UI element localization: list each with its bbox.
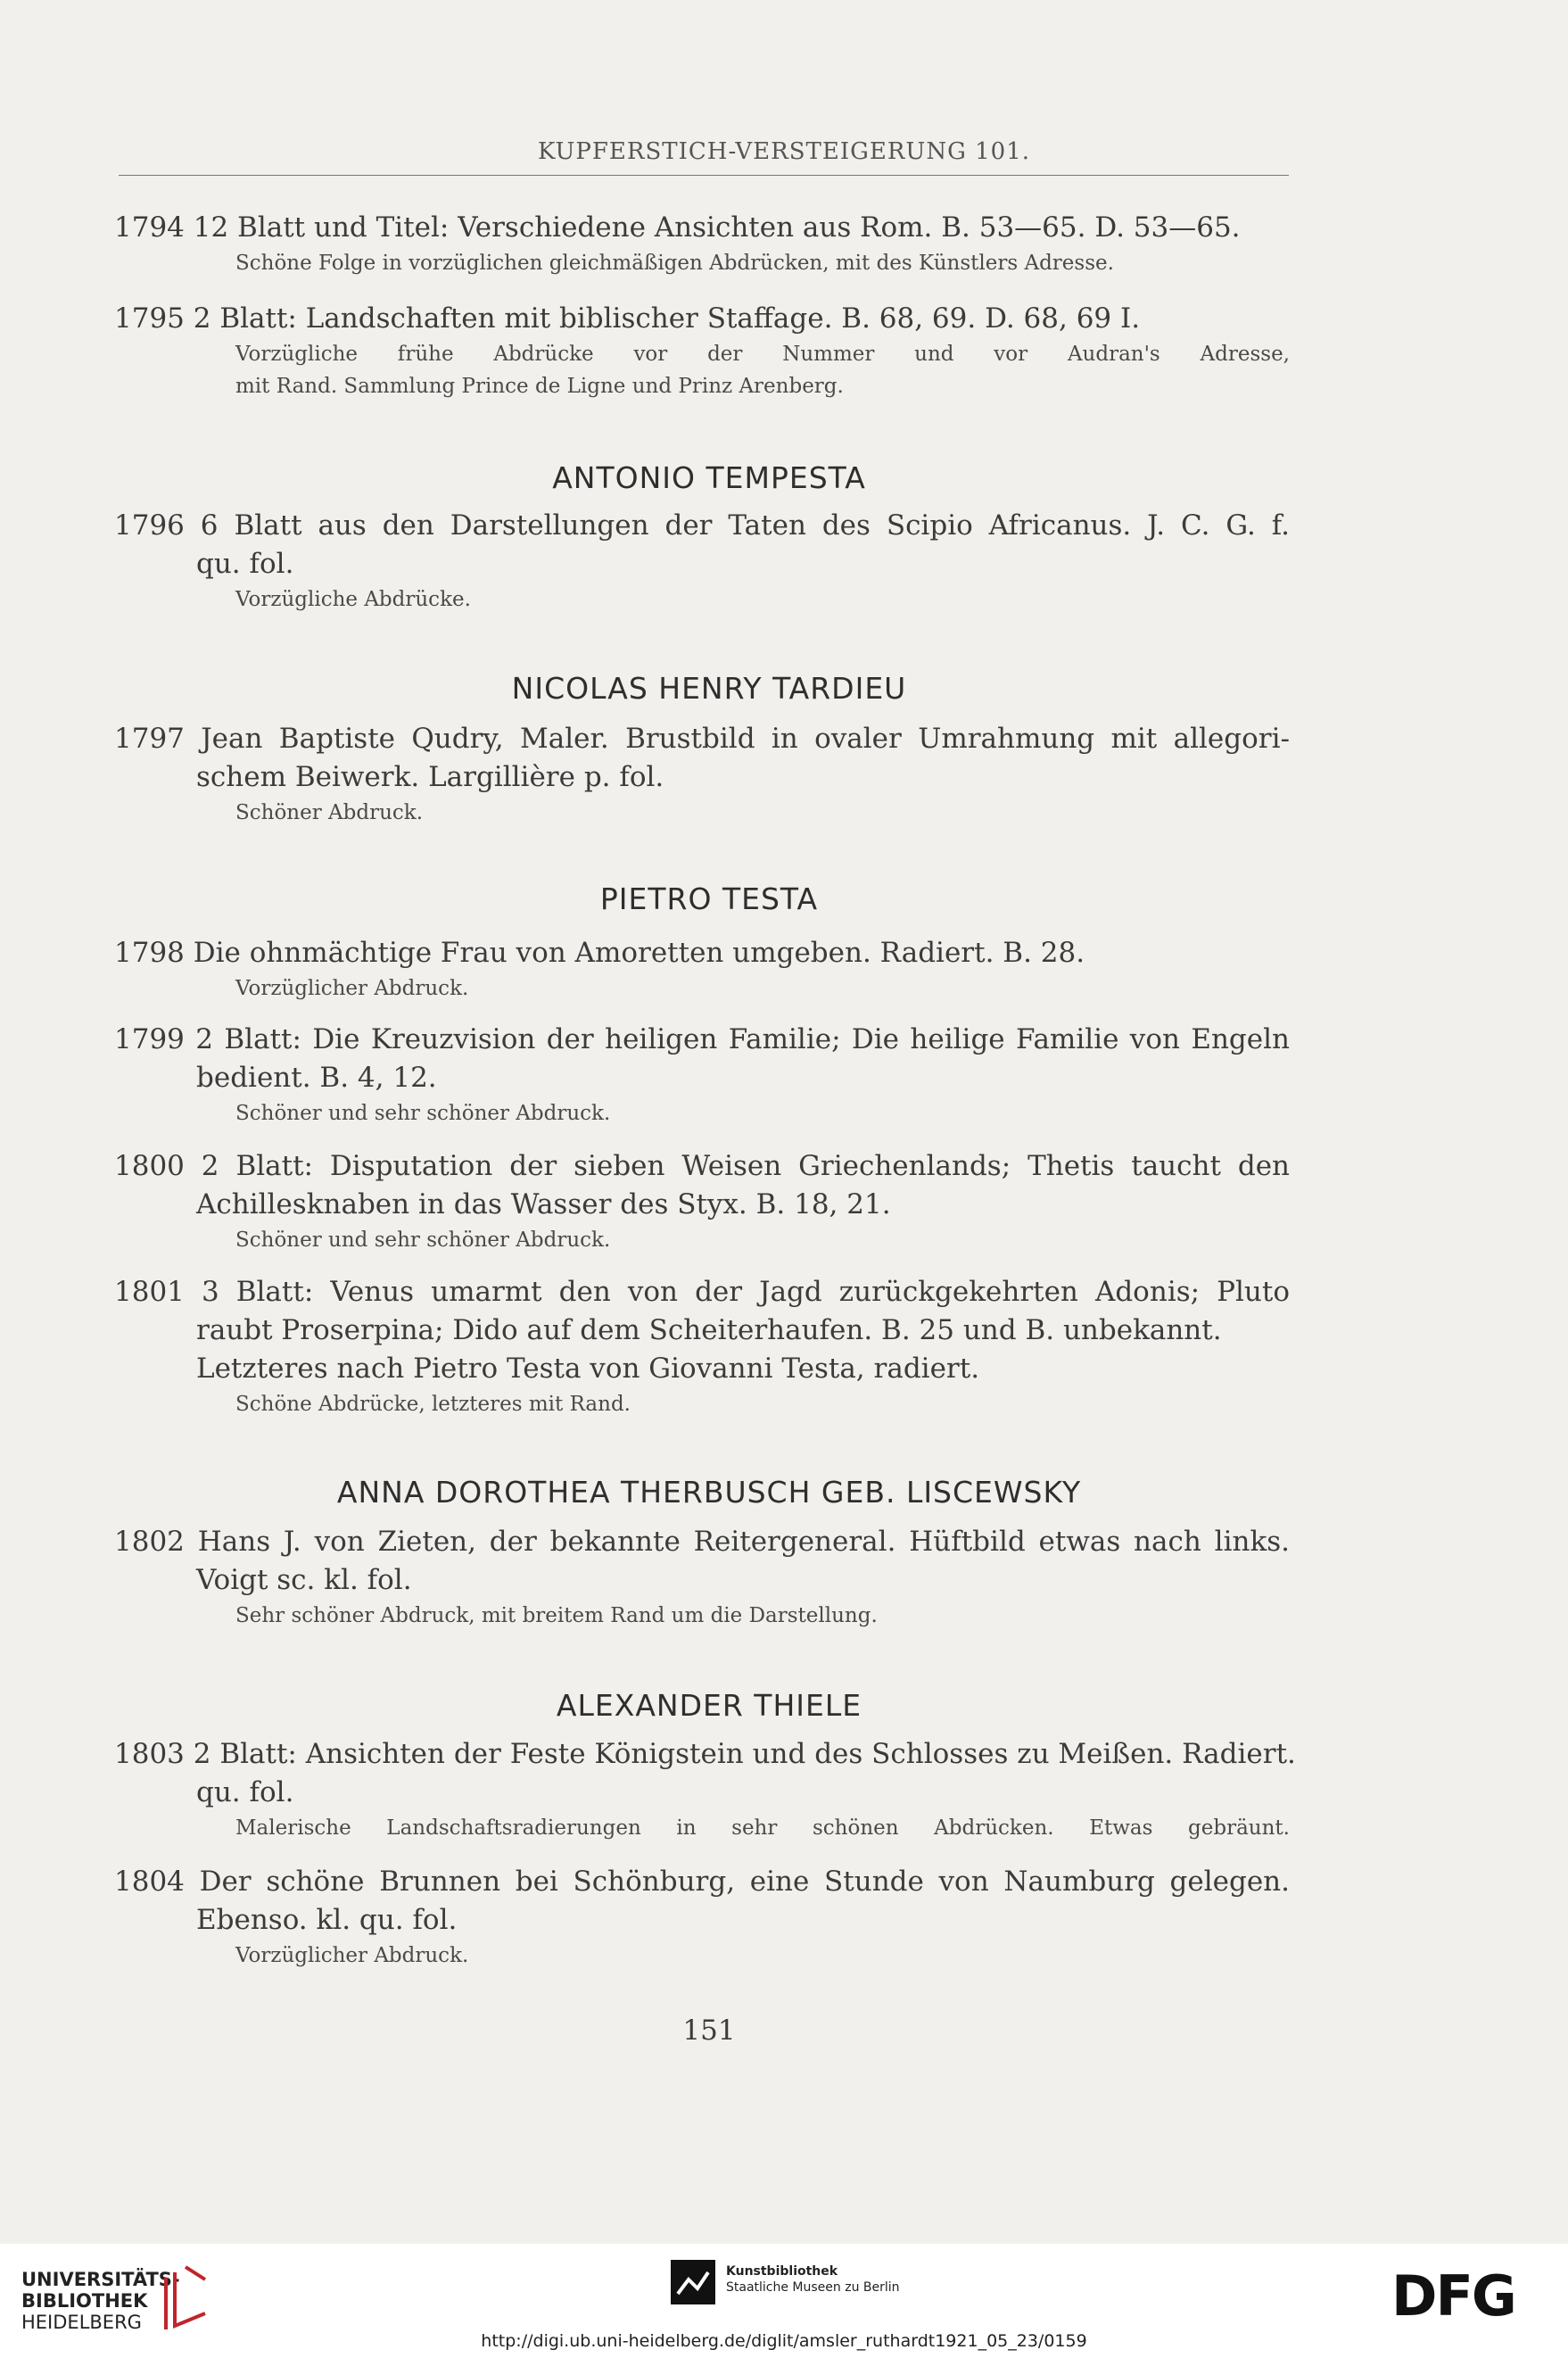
catalog-entry [114,1523,1290,1632]
entry-note: Schöner und sehr schöner Abdruck. [235,1102,611,1125]
library-logo-icon [159,2262,212,2333]
entry-note: Vorzügliche Abdrücke. [235,588,471,611]
artist-heading: ALEXANDER THIELE [556,1688,862,1723]
catalog-entry [114,209,1290,279]
kunstbibliothek-logo-icon [671,2260,715,2304]
catalog-entry [114,1021,1290,1129]
header-rule [119,175,1289,176]
entry-text: 1798 Die ohnmächtige Frau von Amoretten umgeben. Radiert. B. 28. [114,937,1085,969]
entry-note: Vorzügliche frühe Abdrücke vor der Nummer und vor Audran's Adresse, [235,343,1290,366]
entry-text: 1802 Hans J. von Zieten, der bekannte Reitergeneral. Hüftbild etwas nach links. [114,1526,1290,1558]
entry-text: 1799 2 Blatt: Die Kreuzvision der heiligen Familie; Die heilige Familie von Engeln [114,1023,1290,1055]
catalog-entry [114,1147,1290,1256]
artist-heading: PIETRO TESTA [599,881,819,916]
catalog-entry [114,1863,1290,1972]
entry-text: 1796 6 Blatt aus den Darstellungen der Taten des Scipio Africanus. J. C. G. f. [114,509,1290,542]
catalog-entry [114,1735,1296,1844]
entry-note: Schöne Abdrücke, letzteres mit Rand. [235,1393,631,1416]
entry-text: 1794 12 Blatt und Titel: Verschiedene Ansichten aus Rom. B. 53—65. D. 53—65. [114,211,1241,244]
entry-note: Vorzüglicher Abdruck. [235,1944,469,1967]
artist-heading: ANTONIO TEMPESTA [552,460,866,495]
entry-text: qu. fol. [196,1776,294,1808]
entry-text: Voigt sc. kl. fol. [196,1564,412,1596]
catalog-entry [114,300,1290,402]
entry-note: Schöne Folge in vorzüglichen gleichmäßigen Abdrücken, mit des Künstlers Adresse. [235,252,1114,275]
entry-text: 1804 Der schöne Brunnen bei Schönburg, eine Stunde von Naumburg gelegen. [114,1866,1290,1898]
entry-text: Letzteres nach Pietro Testa von Giovanni Testa, radiert. [196,1353,980,1385]
catalog-entry [114,720,1290,829]
entry-note: Schöner und sehr schöner Abdruck. [235,1229,611,1252]
entry-note: mit Rand. Sammlung Prince de Ligne und Prinz Arenberg. [235,375,844,398]
artist-heading: ANNA DOROTHEA THERBUSCH GEB. LISCEWSKY [336,1475,1082,1510]
catalog-entry [114,507,1290,616]
page-number: 151 [682,2015,736,2047]
running-header: KUPFERSTICH-VERSTEIGERUNG 101. [537,138,1031,165]
entry-text: qu. fol. [196,548,294,580]
catalog-entry [114,1273,1290,1420]
library-name: UNIVERSITÄTS- BIBLIOTHEK HEIDELBERG [21,2269,180,2333]
entry-text: 1795 2 Blatt: Landschaften mit biblischer Staffage. B. 68, 69. D. 68, 69 I. [114,302,1141,335]
entry-note: Vorzüglicher Abdruck. [235,977,469,1000]
entry-note: Schöner Abdruck. [235,801,424,824]
dfg-logo: DFG [1391,2263,1515,2329]
entry-text: raubt Proserpina; Dido auf dem Scheiterhaufen. B. 25 und B. unbekannt. [196,1314,1222,1346]
entry-text: 1801 3 Blatt: Venus umarmt den von der Jagd zurückgekehrten Adonis; Pluto [114,1276,1290,1308]
entry-text: 1803 2 Blatt: Ansichten der Feste Königstein und des Schlosses zu Meißen. Radiert. [114,1738,1296,1770]
entry-text: Ebenso. kl. qu. fol. [196,1904,458,1936]
entry-text: 1800 2 Blatt: Disputation der sieben Weisen Griechenlands; Thetis taucht den [114,1150,1290,1182]
catalog-entry [114,934,1290,1005]
entry-text: bedient. B. 4, 12. [196,1062,437,1094]
entry-text: Achillesknaben in das Wasser des Styx. B. 18, 21. [196,1188,891,1220]
entry-text: schem Beiwerk. Largillière p. fol. [196,761,664,793]
entry-text: 1797 Jean Baptiste Qudry, Maler. Brustbild in ovaler Umrahmung mit allegori- [114,723,1290,755]
artist-heading: NICOLAS HENRY TARDIEU [511,671,907,706]
source-url[interactable]: http://digi.ub.uni-heidelberg.de/diglit/amsler_ruthardt1921_05_23/0159 [481,2331,1087,2351]
entry-note: Malerische Landschaftsradierungen in sehr schönen Abdrücken. Etwas gebräunt. [235,1816,1290,1840]
entry-note: Sehr schöner Abdruck, mit breitem Rand um die Darstellung. [235,1604,878,1627]
kunstbibliothek-label: Kunstbibliothek Staatliche Museen zu Berlin [726,2264,900,2295]
digitization-footer [0,2244,1568,2358]
